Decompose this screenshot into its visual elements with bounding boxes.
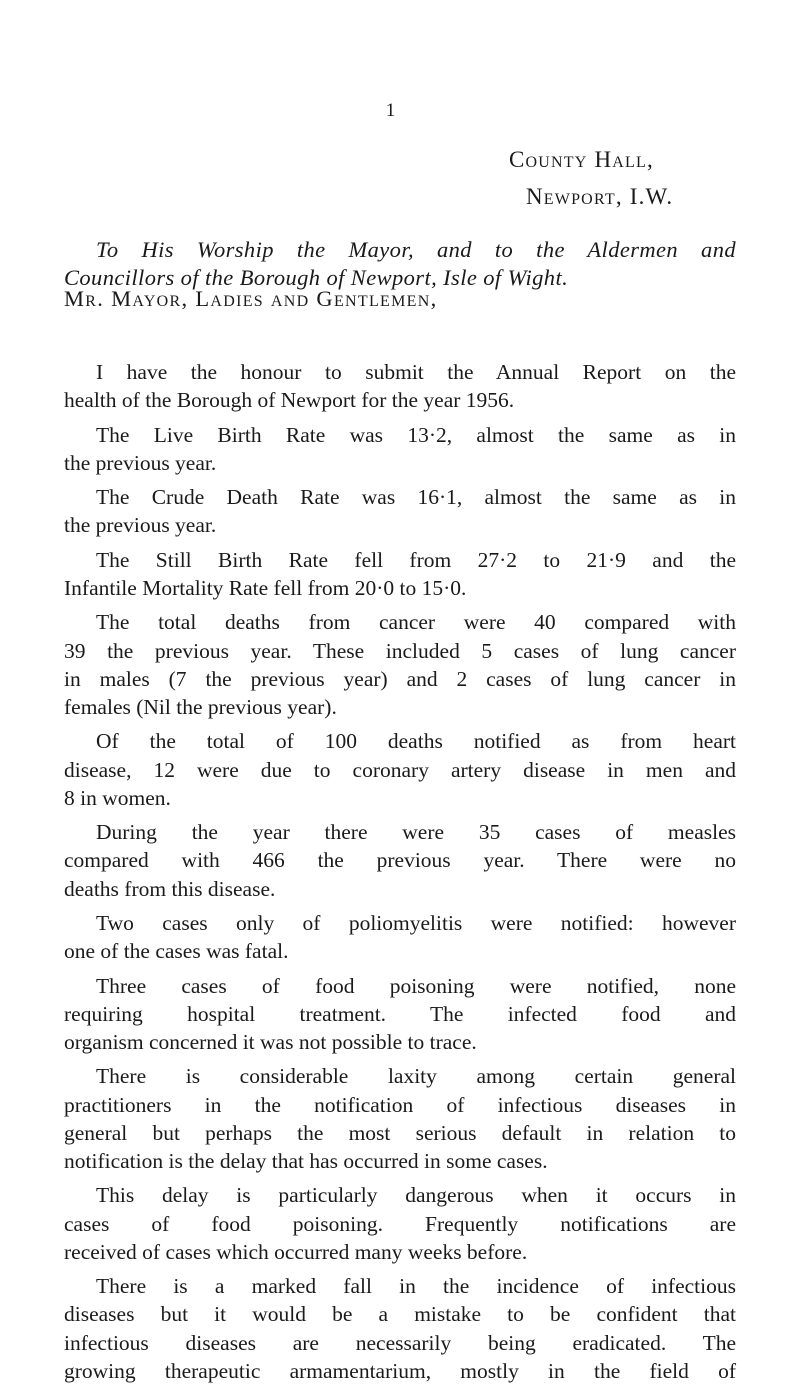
report-body bbox=[64, 358, 736, 1391]
paragraph-line: the previous year. bbox=[64, 513, 217, 538]
page-number: 1 bbox=[385, 100, 396, 121]
addressee-line-2: Councillors of the Borough of Newport, Isle of Wight. bbox=[64, 265, 569, 290]
paragraph bbox=[64, 421, 736, 477]
paragraph-line: health of the Borough of Newport for the year 1956. bbox=[64, 388, 515, 413]
paragraph-line: requiring hospital treatment. The infected food and bbox=[64, 1001, 736, 1026]
paragraph-line: There is considerable laxity among certain general bbox=[96, 1064, 736, 1089]
paragraph bbox=[64, 1272, 736, 1385]
paragraph bbox=[64, 972, 736, 1057]
addressee bbox=[64, 236, 736, 292]
paragraph-line: growing therapeutic armamentarium, mostly in the field of bbox=[64, 1358, 736, 1383]
paragraph bbox=[64, 358, 736, 414]
paragraph-line: in males (7 the previous year) and 2 cases of lung cancer in bbox=[64, 666, 736, 691]
paragraph-line: The Crude Death Rate was 16·1, almost the same as in bbox=[96, 485, 736, 510]
paragraph bbox=[64, 546, 736, 602]
salutation: Mr. Mayor, Ladies and Gentlemen, bbox=[64, 286, 438, 311]
paragraph-line: The Live Birth Rate was 13·2, almost the same as in bbox=[96, 422, 736, 447]
paragraph-line: The Still Birth Rate fell from 27·2 to 21·9 and the bbox=[96, 547, 736, 572]
sender-address bbox=[509, 141, 674, 215]
paragraph-line: one of the cases was fatal. bbox=[64, 939, 289, 964]
paragraph-line: 39 the previous year. These included 5 cases of lung cancer bbox=[64, 638, 736, 663]
paragraph-line: 8 in women. bbox=[64, 785, 171, 810]
paragraph-line: received of cases which occurred many weeks before. bbox=[64, 1239, 528, 1264]
paragraph-line: Three cases of food poisoning were notified, none bbox=[96, 973, 736, 998]
paragraph bbox=[64, 1062, 736, 1175]
addressee-line-1: To His Worship the Mayor, and to the Aldermen and bbox=[96, 237, 736, 262]
paragraph-line: compared with 466 the previous year. There were no bbox=[64, 848, 736, 873]
paragraph-line: infectious diseases are necessarily being eradicated. The bbox=[64, 1330, 736, 1355]
paragraph-line: notification is the delay that has occurred in some cases. bbox=[64, 1148, 548, 1173]
paragraph-line: females (Nil the previous year). bbox=[64, 694, 337, 719]
paragraph bbox=[64, 727, 736, 812]
paragraph-line: The total deaths from cancer were 40 compared with bbox=[96, 610, 736, 635]
paragraph-line: Two cases only of poliomyelitis were notified: however bbox=[96, 910, 736, 935]
paragraph bbox=[64, 483, 736, 539]
paragraph-line: This delay is particularly dangerous when it occurs in bbox=[96, 1183, 736, 1208]
paragraph-line: There is a marked fall in the incidence of infectious bbox=[96, 1274, 736, 1299]
paragraph bbox=[64, 1181, 736, 1266]
paragraph-line: Infantile Mortality Rate fell from 20·0 to 15·0. bbox=[64, 575, 467, 600]
paragraph-line: practitioners in the notification of infectious diseases in bbox=[64, 1092, 736, 1117]
paragraph bbox=[64, 608, 736, 721]
paragraph-line: Of the total of 100 deaths notified as from heart bbox=[96, 729, 736, 754]
paragraph bbox=[64, 909, 736, 965]
paragraph-line: diseases but it would be a mistake to be confident that bbox=[64, 1302, 736, 1327]
paragraph-line: general but perhaps the most serious default in relation to bbox=[64, 1120, 736, 1145]
paragraph-line: I have the honour to submit the Annual Report on the bbox=[96, 360, 736, 384]
address-line-1: County Hall, bbox=[509, 147, 654, 172]
paragraph-line: deaths from this disease. bbox=[64, 876, 276, 901]
paragraph-line: organism concerned it was not possible to trace. bbox=[64, 1029, 477, 1054]
paragraph bbox=[64, 818, 736, 903]
paragraph-line: cases of food poisoning. Frequently notifications are bbox=[64, 1211, 736, 1236]
paragraph-line: disease, 12 were due to coronary artery disease in men and bbox=[64, 757, 736, 782]
address-line-2: Newport, I.W. bbox=[526, 184, 674, 209]
paragraph-line: the previous year. bbox=[64, 450, 217, 475]
paragraph-line: During the year there were 35 cases of measles bbox=[96, 820, 736, 845]
